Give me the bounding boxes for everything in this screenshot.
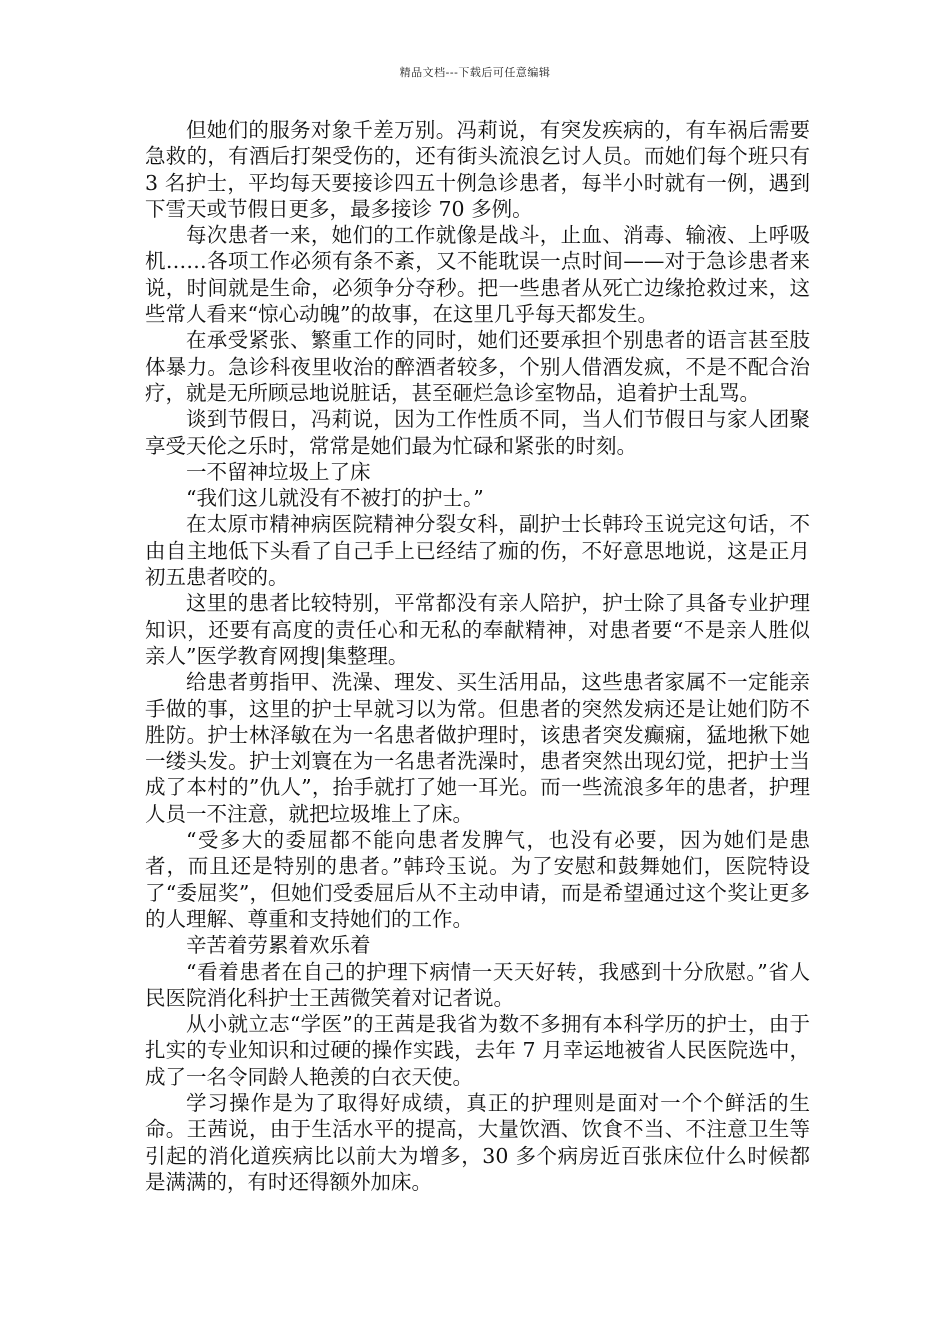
paragraph: 每次患者一来，她们的工作就像是战斗，止血、消毒、输液、上呼吸机……各项工作必须有条不紊，又不能耽误一点时间——对于急诊患者来说，时间就是生命，必须争分夺秒。把一些患者从死亡边缘抢救过来，这些常人看来“惊心动魄”的故事，在这里几乎每天都发生。: [145, 223, 810, 327]
section-heading: 辛苦着劳累着欢乐着: [186, 933, 371, 958]
section-heading: 一不留神垃圾上了床: [186, 459, 371, 484]
paragraph: 这里的患者比较特别，平常都没有亲人陪护，护士除了具备专业护理知识，还要有高度的责任心和无私的奉献精神，对患者要“不是亲人胜似亲人”医学教育网搜|集整理。: [145, 591, 810, 668]
quote-paragraph: “受多大的委屈都不能向患者发脾气，也没有必要，因为她们是患者，而且还是特别的患者。”韩玲玉说。为了安慰和鼓舞她们，医院特设了“委屈奖”，但她们受委屈后从不主动申请，而是希望通过这个奖让更多的人理解、尊重和支持她们的工作。: [145, 828, 810, 931]
quote-paragraph: “我们这儿就没有不被打的护士。”: [186, 486, 484, 511]
page-header: 精品文档---下载后可任意编辑: [399, 66, 551, 79]
paragraph: 从小就立志“学医”的王茜是我省为数不多拥有本科学历的护士，由于扎实的专业知识和过硬的操作实践，去年 7 月幸运地被省人民医院选中，成了一名令同龄人艳羡的白衣天使。: [145, 1012, 810, 1089]
paragraph: 谈到节假日，冯莉说，因为工作性质不同，当人们节假日与家人团聚享受天伦之乐时，常常是她们最为忙碌和紧张的时刻。: [145, 407, 810, 458]
paragraph: 给患者剪指甲、洗澡、理发、买生活用品，这些患者家属不一定能亲手做的事，这里的护士早就习以为常。但患者的突然发病还是让她们防不胜防。护士林泽敏在为一名患者做护理时，该患者突发癫痫，猛地揪下她一缕头发。护士刘寰在为一名患者洗澡时，患者突然出现幻觉，把护士当成了本村的”仇人”，抬手就打了她一耳光。而一些流浪多年的患者，护理人员一不注意，就把垃圾堆上了床。: [145, 670, 810, 826]
article-body: [145, 117, 810, 1195]
quote-paragraph: “看着患者在自己的护理下病情一天天好转，我感到十分欣慰。”省人民医院消化科护士王茜微笑着对记者说。: [145, 959, 810, 1010]
paragraph: 在承受紧张、繁重工作的同时，她们还要承担个别患者的语言甚至肢体暴力。急诊科夜里收治的醉酒者较多，个别人借酒发疯，不是不配合治疗，就是无所顾忌地说脏话，甚至砸烂急诊室物品，追着护士乱骂。: [145, 328, 810, 405]
paragraph: 学习操作是为了取得好成绩，真正的护理则是面对一个个鲜活的生命。王茜说，由于生活水平的提高，大量饮酒、饮食不当、不注意卫生等引起的消化道疾病比以前大为增多，30 多个病房近百张床位什么时候都是满满的，有时还得额外加床。: [145, 1090, 810, 1194]
paragraph: 在太原市精神病医院精神分裂女科，副护士长韩玲玉说完这句话，不由自主地低下头看了自己手上已经结了痂的伤，不好意思地说，这是正月初五患者咬的。: [145, 512, 810, 590]
paragraph: 但她们的服务对象千差万别。冯莉说，有突发疾病的，有车祸后需要急救的，有酒后打架受伤的，还有街头流浪乞讨人员。而她们每个班只有 3 名护士，平均每天要接诊四五十例急诊患者，每半小时就有一例，遇到下雪天或节假日更多，最多接诊 70 多例。: [145, 118, 810, 221]
